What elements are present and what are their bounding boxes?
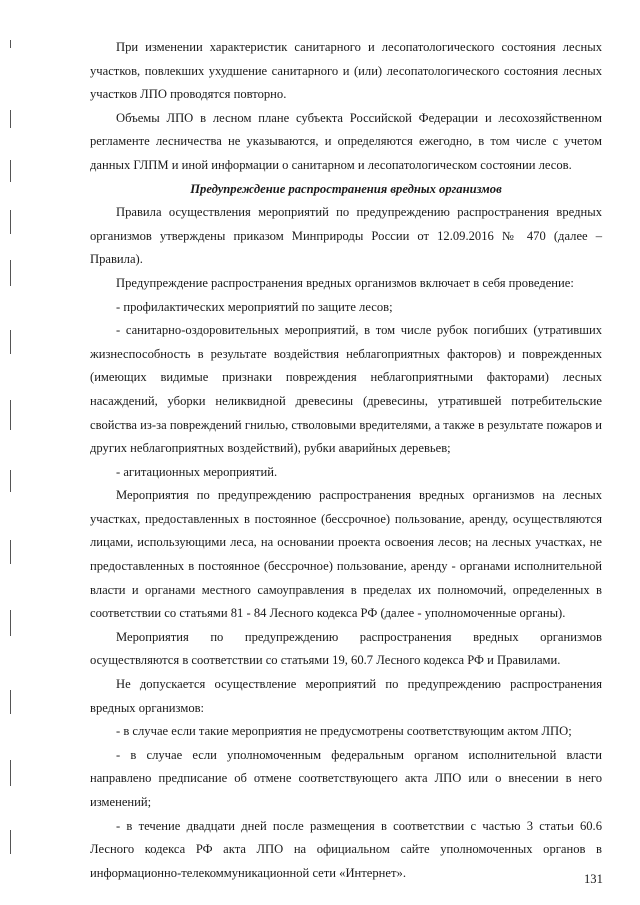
paragraph: Не допускается осуществление мероприятий по предупреждению распространения вредных организмов:	[90, 677, 602, 715]
scan-margin-mark	[10, 110, 11, 128]
scan-margin-mark	[10, 760, 11, 786]
scan-margin-mark	[10, 400, 11, 430]
scan-margin-mark	[10, 610, 11, 636]
scan-margin-mark	[10, 830, 11, 854]
paragraph: Правила осуществления мероприятий по предупреждению распространения вредных организмов утверждены приказом Минприроды России от 12.09.2016 № 470 (далее – Правила).	[90, 205, 602, 267]
scan-margin-mark	[10, 210, 11, 234]
scan-margin-mark	[10, 470, 11, 492]
list-item: - агитационных мероприятий.	[116, 464, 278, 479]
scan-margin-mark	[10, 260, 11, 286]
section-heading: Предупреждение распространения вредных организмов	[190, 181, 502, 196]
list-item: - в течение двадцати дней после размещения в соответствии с частью 3 статьи 60.6 Лесного кодекса РФ акта ЛПО на официальном сайте уполномоченных органов в информационно-телекоммуникационной сети «Интернет».	[90, 818, 602, 880]
paragraph: Мероприятия по предупреждению распространения вредных организмов на лесных участках, предоставленных в постоянное (бессрочное) пользование, аренду, осуществляются лицами, использующими леса, на основании проекта освоения лесов; на лесных участках, не предоставленных в постоянное (бессрочное) пользование, аренду - органами исполнительной власти и органами местного самоуправления в пределах их полномочий, определенных в соответствии со статьями 81 - 84 Лесного кодекса РФ (далее - уполномоченные органы).	[90, 488, 602, 621]
document-body	[90, 36, 602, 885]
scan-margin-mark	[10, 40, 11, 48]
paragraph: Предупреждение распространения вредных организмов включает в себя проведение:	[116, 275, 574, 290]
scan-margin-mark	[10, 540, 11, 564]
scan-margin-mark	[10, 330, 11, 354]
scan-margin-mark	[10, 160, 11, 182]
list-item: - в случае если такие мероприятия не предусмотрены соответствующим актом ЛПО;	[116, 724, 572, 739]
page-number: 131	[584, 872, 603, 886]
list-item: - санитарно-оздоровительных мероприятий, в том числе рубок погибших (утративших жизнеспособность в результате воздействия неблагоприятных факторов) и поврежденных (имеющих видимые признаки повреждения неблагоприятными факторами) лесных насаждений, уборки неликвидной древесины (древесины, утратившей потребительские свойства из-за повреждений гнилью, стволовыми вредителями, а также в результате пожаров и других неблагоприятных воздействий), рубки аварийных деревьев;	[90, 323, 602, 456]
paragraph: При изменении характеристик санитарного и лесопатологического состояния лесных участков, повлекших ухудшение санитарного и (или) лесопатологического состояния лесных участков ЛПО проводятся повторно.	[90, 40, 602, 102]
list-item: - профилактических мероприятий по защите лесов;	[116, 299, 393, 314]
paragraph: Мероприятия по предупреждению распространения вредных организмов осуществляются в соответствии со статьями 19, 60.7 Лесного кодекса РФ и Правилами.	[90, 629, 602, 668]
paragraph: Объемы ЛПО в лесном плане субъекта Российской Федерации и лесохозяйственном регламенте лесничества не указываются, и определяются ежегодно, в том числе с учетом данных ГЛПМ и иной информации о санитарном и лесопатологическом состоянии лесов.	[90, 110, 602, 172]
scan-margin-mark	[10, 690, 11, 714]
list-item: - в случае если уполномоченным федеральным органом исполнительной власти направлено предписание об отмене соответствующего акта ЛПО или о внесении в него изменений;	[90, 747, 602, 809]
